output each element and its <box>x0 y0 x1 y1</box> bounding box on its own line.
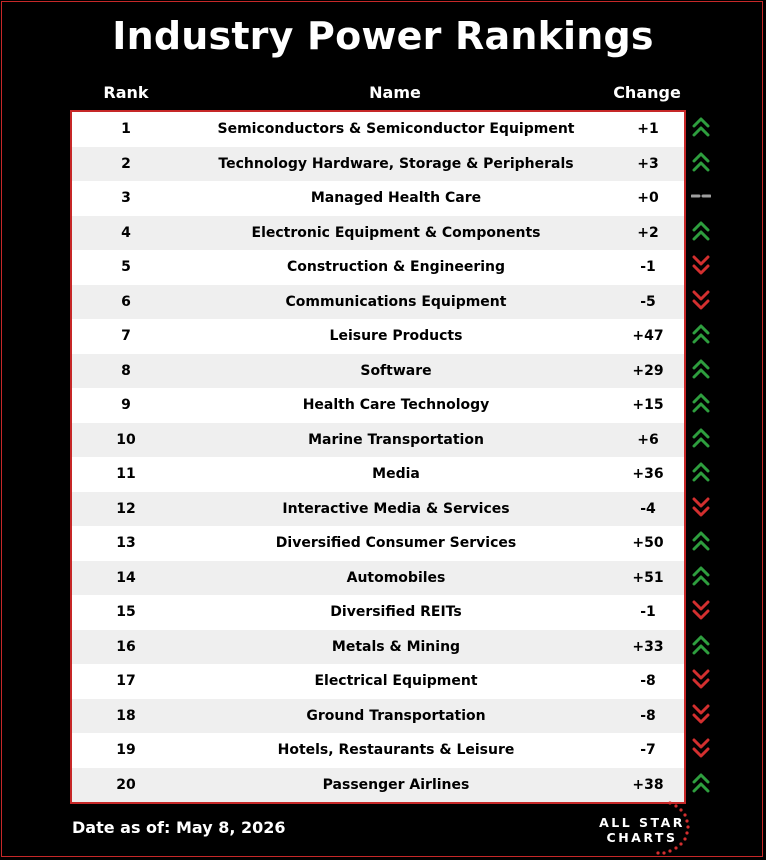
rank-cell: 1 <box>121 121 131 138</box>
table-row <box>72 492 684 527</box>
industry-name-cell: Interactive Media & Services <box>282 500 510 517</box>
industry-name-cell: Electronic Equipment & Components <box>251 224 541 241</box>
rank-cell: 14 <box>116 569 136 586</box>
industry-name-cell: Managed Health Care <box>310 190 482 207</box>
rank-cell: 3 <box>121 190 131 207</box>
change-cell: -7 <box>640 742 656 759</box>
industry-name-cell: Automobiles <box>346 569 446 586</box>
change-cell: +0 <box>637 190 659 207</box>
rank-cell: 19 <box>116 742 136 759</box>
industry-name-cell: Metals & Mining <box>331 638 461 655</box>
table-row <box>72 354 684 389</box>
double-chevron-down-icon <box>690 593 712 628</box>
industry-name-cell: Passenger Airlines <box>322 776 470 793</box>
double-chevron-down-icon <box>690 697 712 732</box>
industry-name-cell: Electrical Equipment <box>314 673 478 690</box>
table-row <box>72 526 684 561</box>
industry-name-cell: Media <box>372 466 420 483</box>
double-chevron-up-icon <box>690 559 712 594</box>
change-cell: -1 <box>640 604 656 621</box>
change-cell: +33 <box>632 638 664 655</box>
double-chevron-down-icon <box>690 248 712 283</box>
column-header-change: Change <box>613 83 681 102</box>
rank-cell: 5 <box>121 259 131 276</box>
table-row <box>72 423 684 458</box>
change-cell: +6 <box>637 431 659 448</box>
date-as-of: Date as of: May 8, 2026 <box>72 818 286 837</box>
double-chevron-up-icon <box>690 766 712 801</box>
trend-arrows-column <box>690 110 712 800</box>
change-cell: +50 <box>632 535 664 552</box>
table-row <box>72 561 684 596</box>
rank-cell: 18 <box>116 707 136 724</box>
rank-cell: 2 <box>121 155 131 172</box>
change-cell: -4 <box>640 500 656 517</box>
industry-name-cell: Diversified Consumer Services <box>275 535 517 552</box>
rank-cell: 13 <box>116 535 136 552</box>
rank-cell: 17 <box>116 673 136 690</box>
rank-cell: 20 <box>116 776 136 793</box>
double-chevron-up-icon <box>690 386 712 421</box>
industry-name-cell: Leisure Products <box>329 328 463 345</box>
industry-name-cell: Health Care Technology <box>302 397 490 414</box>
change-cell: +38 <box>632 776 664 793</box>
industry-name-cell: Ground Transportation <box>306 707 486 724</box>
rank-cell: 15 <box>116 604 136 621</box>
dash-flat-icon <box>690 179 712 214</box>
double-chevron-up-icon <box>690 455 712 490</box>
logo-line-1: ALL STAR <box>599 815 685 830</box>
double-chevron-up-icon <box>690 214 712 249</box>
double-chevron-up-icon <box>690 317 712 352</box>
rank-cell: 6 <box>121 293 131 310</box>
industry-name-cell: Software <box>360 362 432 379</box>
change-cell: +36 <box>632 466 664 483</box>
rank-cell: 8 <box>121 362 131 379</box>
table-row <box>72 733 684 768</box>
rank-cell: 10 <box>116 431 136 448</box>
rank-cell: 16 <box>116 638 136 655</box>
double-chevron-up-icon <box>690 352 712 387</box>
change-cell: +47 <box>632 328 664 345</box>
change-cell: +29 <box>632 362 664 379</box>
rank-cell: 9 <box>121 397 131 414</box>
change-cell: -8 <box>640 707 656 724</box>
double-chevron-up-icon <box>690 628 712 663</box>
column-header-name: Name <box>369 83 421 102</box>
column-header-rank: Rank <box>103 83 149 102</box>
double-chevron-down-icon <box>690 490 712 525</box>
table-row <box>72 181 684 216</box>
change-cell: +2 <box>637 224 659 241</box>
double-chevron-up-icon <box>690 145 712 180</box>
table-row <box>72 112 684 147</box>
industry-name-cell: Construction & Engineering <box>286 259 506 276</box>
change-cell: -8 <box>640 673 656 690</box>
rank-cell: 12 <box>116 500 136 517</box>
double-chevron-up-icon <box>690 110 712 145</box>
table-row <box>72 457 684 492</box>
table-row <box>72 664 684 699</box>
table-row <box>72 285 684 320</box>
industry-name-cell: Marine Transportation <box>308 431 484 448</box>
double-chevron-down-icon <box>690 731 712 766</box>
table-row <box>72 250 684 285</box>
table-row <box>72 595 684 630</box>
industry-name-cell: Hotels, Restaurants & Leisure <box>277 742 515 759</box>
all-star-charts-logo <box>586 797 698 855</box>
double-chevron-up-icon <box>690 421 712 456</box>
change-cell: -5 <box>640 293 656 310</box>
rank-cell: 4 <box>121 224 131 241</box>
rank-cell: 11 <box>116 466 136 483</box>
change-cell: -1 <box>640 259 656 276</box>
industry-name-cell: Semiconductors & Semiconductor Equipment <box>217 121 575 138</box>
double-chevron-up-icon <box>690 524 712 559</box>
rankings-table <box>70 110 686 804</box>
change-cell: +1 <box>637 121 659 138</box>
industry-name-cell: Communications Equipment <box>285 293 507 310</box>
double-chevron-down-icon <box>690 283 712 318</box>
change-cell: +15 <box>632 397 664 414</box>
table-row <box>72 147 684 182</box>
industry-name-cell: Technology Hardware, Storage & Peripherals <box>218 155 574 172</box>
change-cell: +3 <box>637 155 659 172</box>
table-row <box>72 216 684 251</box>
table-row <box>72 699 684 734</box>
table-row <box>72 388 684 423</box>
table-row <box>72 319 684 354</box>
change-cell: +51 <box>632 569 664 586</box>
rank-cell: 7 <box>121 328 131 345</box>
table-row <box>72 630 684 665</box>
double-chevron-down-icon <box>690 662 712 697</box>
logo-line-2: CHARTS <box>606 830 678 845</box>
page-title: Industry Power Rankings <box>112 14 654 58</box>
industry-name-cell: Diversified REITs <box>330 604 462 621</box>
